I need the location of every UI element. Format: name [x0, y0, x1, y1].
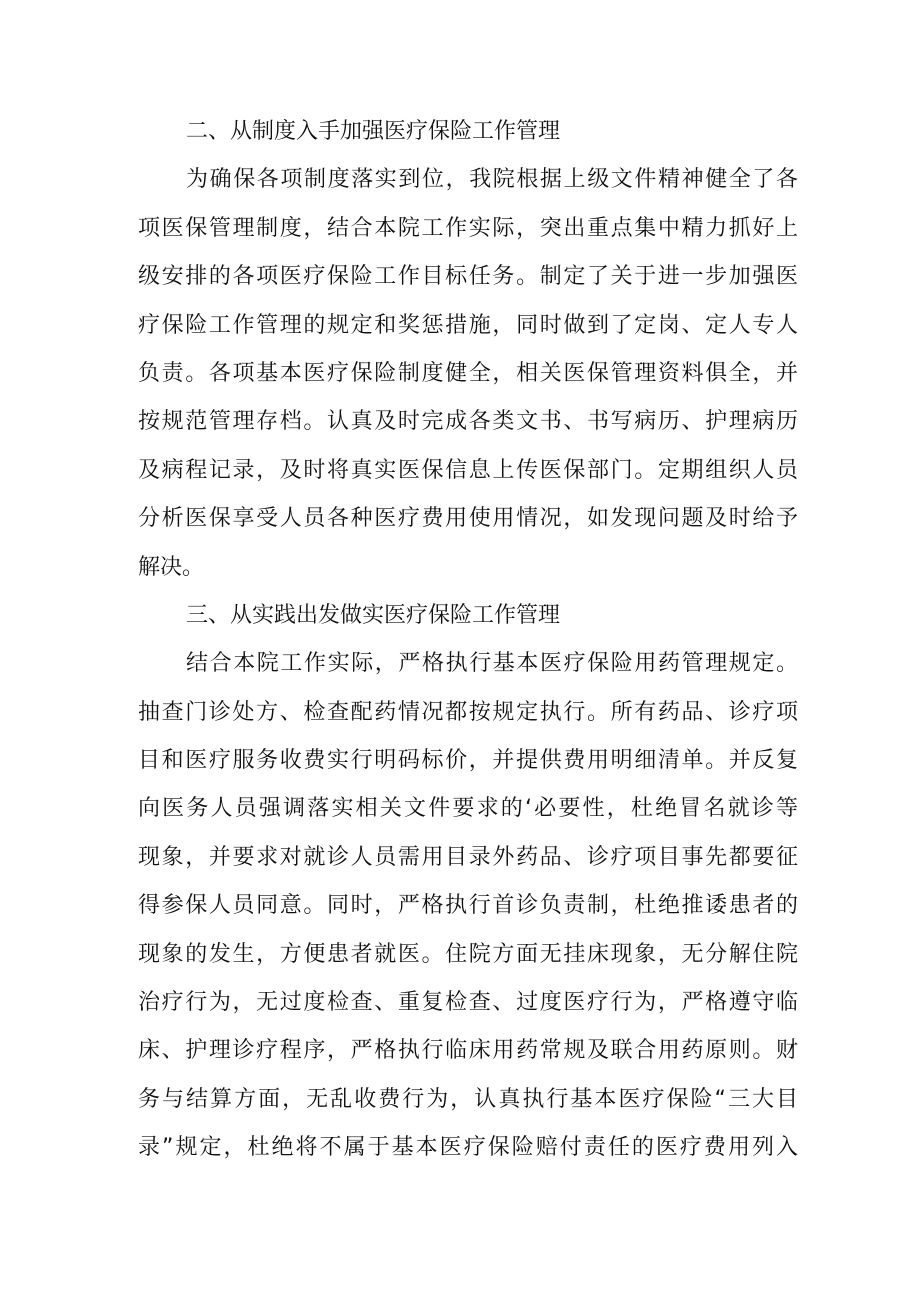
paragraph-line: 及病程记录，及时将真实医保信息上传医保部门。定期组织人员 — [138, 457, 798, 483]
paragraph-line: 为确保各项制度落实到位，我院根据上级文件精神健全了各 — [186, 167, 798, 193]
paragraph-line: 床、护理诊疗程序，严格执行临床用药常规及联合用药原则。财 — [138, 1038, 798, 1064]
paragraph-line: 目和医疗服务收费实行明码标价，并提供费用明细清单。并反复 — [138, 748, 798, 774]
section-heading-3: 三、从实践出发做实医疗保险工作管理 — [186, 602, 561, 628]
paragraph-line: 项医保管理制度，结合本院工作实际，突出重点集中精力抓好上 — [138, 215, 798, 241]
paragraph-line: 得参保人员同意。同时，严格执行首诊负责制，杜绝推诿患者的 — [138, 893, 798, 919]
paragraph-line: 录”规定，杜绝将不属于基本医疗保险赔付责任的医疗费用列入 — [138, 1135, 798, 1161]
section-heading-2: 二、从制度入手加强医疗保险工作管理 — [186, 119, 561, 144]
paragraph-line: 务与结算方面，无乱收费行为，认真执行基本医疗保险“三大目 — [138, 1086, 798, 1112]
document-body — [138, 108, 798, 1173]
paragraph-line: 抽查门诊处方、检查配药情况都按规定执行。所有药品、诊疗项 — [138, 699, 798, 725]
paragraph-line: 级安排的各项医疗保险工作目标任务。制定了关于进一步加强医 — [138, 264, 798, 290]
paragraph-line: 治疗行为，无过度检查、重复检查、过度医疗行为，严格遵守临 — [138, 990, 798, 1016]
paragraph-line: 结合本院工作实际，严格执行基本医疗保险用药管理规定。 — [186, 651, 798, 677]
paragraph-line: 分析医保享受人员各种医疗费用使用情况，如发现问题及时给予 — [138, 506, 798, 532]
paragraph-line: 向医务人员强调落实相关文件要求的‘必要性，杜绝冒名就诊等 — [138, 796, 798, 822]
paragraph-line: 现象，并要求对就诊人员需用目录外药品、诊疗项目事先都要征 — [138, 844, 798, 870]
paragraph-line: 疗保险工作管理的规定和奖惩措施，同时做到了定岗、定人专人 — [138, 312, 798, 338]
paragraph-line: 现象的发生，方便患者就医。住院方面无挂床现象，无分解住院 — [138, 941, 798, 967]
paragraph-line: 解决。 — [138, 554, 205, 580]
paragraph-line: 负责。各项基本医疗保险制度健全，相关医保管理资料俱全，并 — [138, 360, 798, 386]
paragraph-line: 按规范管理存档。认真及时完成各类文书、书写病历、护理病历 — [138, 409, 798, 435]
